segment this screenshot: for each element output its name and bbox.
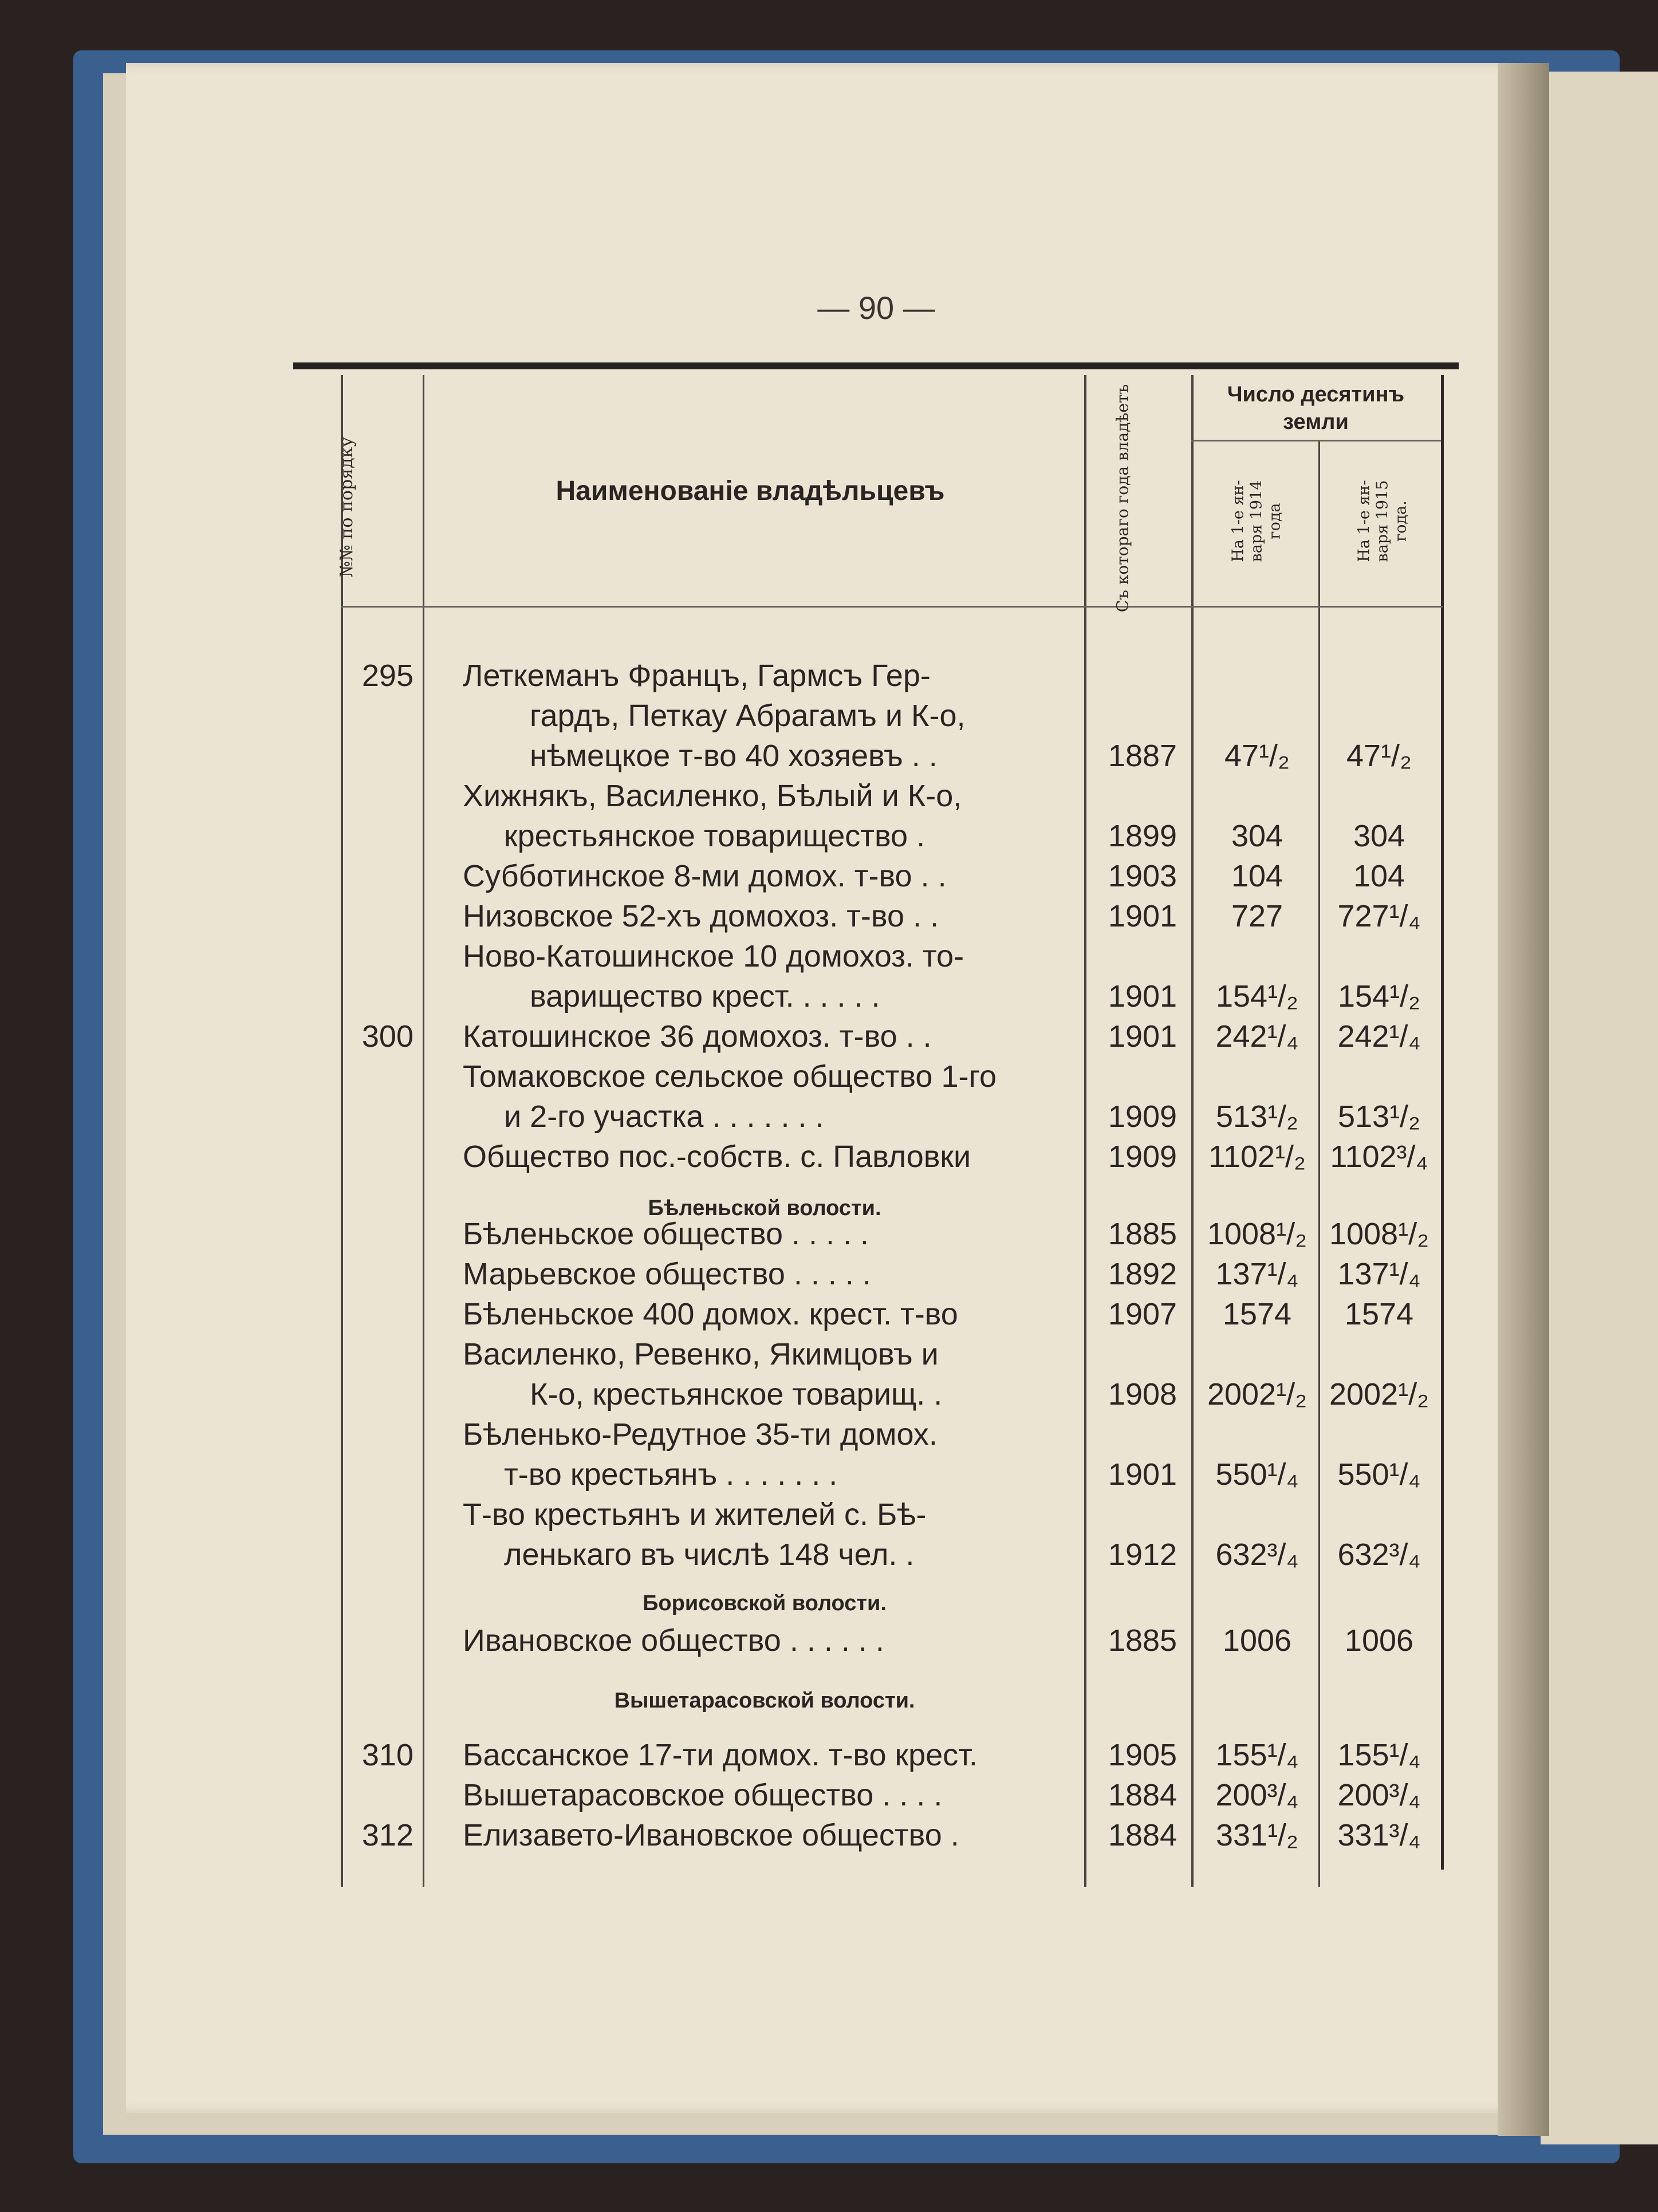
since-year: 1901 [1108, 979, 1177, 1014]
desyatin-1915: 155¹/₄ [1337, 1738, 1421, 1772]
owner-name: Бѣленьское 400 домох. крест. т-во [463, 1297, 958, 1331]
owner-name: Леткеманъ Францъ, Гармсъ Гер- [463, 659, 931, 693]
table-row [0, 1620, 1658, 1661]
desyatin-1914: 200³/₄ [1215, 1778, 1299, 1812]
table-row-cont [0, 976, 1658, 1016]
owner-name: Томаковское сельское общество 1-го [463, 1059, 997, 1094]
since-year: 1899 [1108, 819, 1177, 853]
since-year: 1885 [1108, 1623, 1177, 1658]
table-row-cont [0, 1535, 1658, 1575]
owner-name: Бѣленьское общество . . . . . [463, 1217, 869, 1251]
table-row [0, 1414, 1658, 1454]
table-top-rule [293, 362, 1459, 369]
since-year: 1887 [1108, 739, 1177, 773]
desyatin-1915: 200³/₄ [1337, 1778, 1421, 1812]
owner-name: К-о, крестьянское товарищ. . [530, 1377, 943, 1411]
owner-name: т-во крестьянъ . . . . . . . [504, 1457, 838, 1492]
desyatin-1914: 304 [1231, 819, 1283, 853]
section-title-vyshetarasovskaya: Вышетарасовской волости. [614, 1689, 915, 1713]
desyatin-1914: 550¹/₄ [1215, 1457, 1299, 1492]
since-year: 1908 [1108, 1377, 1177, 1411]
owner-name: Общество пос.-собств. с. Павловки [463, 1139, 971, 1174]
since-year: 1907 [1108, 1297, 1177, 1331]
desyatin-1914: 632³/₄ [1215, 1537, 1299, 1572]
owner-name: Василенко, Ревенко, Якимцовъ и [463, 1337, 939, 1371]
desyatin-1915: 1008¹/₂ [1329, 1217, 1429, 1251]
since-year: 1892 [1108, 1257, 1177, 1291]
table-row-cont [0, 816, 1658, 856]
desyatin-1914: 1574 [1222, 1297, 1292, 1331]
owner-name: варищество крест. . . . . . [530, 979, 880, 1014]
section-title-belenskaya: Бѣленьской волости. [648, 1196, 881, 1220]
owner-name: Ивановское общество . . . . . . [463, 1623, 884, 1658]
table-row [0, 936, 1658, 976]
desyatin-1915: 632³/₄ [1337, 1537, 1421, 1572]
owner-name: крестьянское товарищество . [504, 819, 926, 853]
desyatin-1914: 137¹/₄ [1215, 1257, 1299, 1291]
desyatin-1914: 727 [1231, 899, 1283, 933]
desyatin-1915: 513¹/₂ [1337, 1099, 1421, 1134]
table-row [0, 776, 1658, 816]
desyatin-1914: 155¹/₄ [1215, 1738, 1299, 1772]
since-year: 1905 [1108, 1738, 1177, 1772]
owner-name: Марьевское общество . . . . . [463, 1257, 871, 1291]
owner-name: Хижнякъ, Василенко, Бѣлый и К-о, [463, 779, 962, 813]
table-row [0, 656, 1658, 696]
since-year: 1901 [1108, 1457, 1177, 1492]
owner-name: Бѣленько-Редутное 35-ти домох. [463, 1417, 938, 1452]
desyatin-1915: 104 [1353, 859, 1405, 893]
since-year: 1909 [1108, 1099, 1177, 1134]
owner-name: Катошинское 36 домохоз. т-во . . [463, 1019, 932, 1054]
table-row [0, 1735, 1658, 1775]
owner-name: нѣмецкое т-во 40 хозяевъ . . [530, 739, 938, 773]
owner-name: гардъ, Петкау Абрагамъ и К-о, [530, 699, 966, 733]
section-title-borisovskaya: Борисовской волости. [643, 1591, 887, 1615]
desyatin-1915: 47¹/₂ [1346, 739, 1412, 773]
table-row [0, 1016, 1658, 1056]
owner-name: Бассанское 17-ти домох. т-во крест. [463, 1738, 978, 1772]
page-number: — 90 — [817, 290, 935, 326]
header-desyatin-group: Число десятинъ земли [1227, 383, 1405, 434]
since-year: 1912 [1108, 1537, 1177, 1572]
desyatin-1915: 1102³/₄ [1330, 1139, 1428, 1174]
table-row-cont [0, 1374, 1658, 1414]
table-row [0, 1775, 1658, 1815]
desyatin-1915: 550¹/₄ [1337, 1457, 1421, 1492]
table-row [0, 1214, 1658, 1254]
table-row [0, 1495, 1658, 1535]
desyatin-1915: 2002¹/₂ [1329, 1377, 1429, 1411]
header-number: №№ по порядку [336, 436, 357, 577]
owner-name: и 2-го участка . . . . . . . [504, 1099, 824, 1134]
row-number: 312 [361, 1818, 413, 1852]
row-number: 300 [361, 1019, 413, 1054]
desyatin-1914: 1006 [1222, 1623, 1292, 1658]
desyatin-1915: 727¹/₄ [1337, 899, 1421, 933]
table-row [0, 856, 1658, 896]
desyatin-1914: 104 [1231, 859, 1283, 893]
table-row [0, 1137, 1658, 1177]
owner-name: ленькаго въ числѣ 148 чел. . [504, 1537, 915, 1572]
owner-name: Низовское 52-хъ домохоз. т-во . . [463, 899, 939, 933]
owner-name: Вышетарасовское общество . . . . [463, 1778, 943, 1812]
desyatin-1915: 154¹/₂ [1337, 979, 1421, 1014]
table-row-cont [0, 736, 1658, 776]
table-row-cont [0, 696, 1658, 736]
row-number: 295 [361, 659, 413, 693]
since-year: 1901 [1108, 1019, 1177, 1054]
since-year: 1884 [1108, 1818, 1177, 1852]
header-since-year: Съ котораго года владѣетъ [1113, 384, 1132, 613]
desyatin-1915: 242¹/₄ [1337, 1019, 1421, 1054]
desyatin-1914: 47¹/₂ [1224, 739, 1290, 773]
desyatin-1914: 331¹/₂ [1215, 1818, 1299, 1852]
table-row [0, 1294, 1658, 1334]
row-number: 310 [361, 1738, 413, 1772]
since-year: 1909 [1108, 1139, 1177, 1174]
desyatin-1914: 1008¹/₂ [1207, 1217, 1308, 1251]
owner-name: Ново-Катошинское 10 домохоз. то- [463, 939, 964, 973]
owner-name: Т-во крестьянъ и жителей с. Бѣ- [463, 1497, 927, 1532]
desyatin-1914: 513¹/₂ [1215, 1099, 1299, 1134]
desyatin-1915: 331³/₄ [1337, 1818, 1421, 1852]
since-year: 1901 [1108, 899, 1177, 933]
table-row-cont [0, 1454, 1658, 1495]
desyatin-1915: 304 [1353, 819, 1405, 853]
table-row [0, 1056, 1658, 1097]
table-row [0, 1254, 1658, 1294]
header-owner-name: Наименованіе владѣльцевъ [556, 476, 945, 506]
table-row [0, 1334, 1658, 1374]
header-1915: На 1-е ян- варя 1915 года. [1356, 480, 1410, 562]
table-row [0, 896, 1658, 936]
desyatin-1914: 1102¹/₂ [1208, 1139, 1306, 1174]
since-year: 1885 [1108, 1217, 1177, 1251]
header-1914: На 1-е ян- варя 1914 года [1230, 480, 1284, 562]
owner-name: Елизавето-Ивановское общество . [463, 1818, 959, 1852]
desyatin-1915: 1574 [1344, 1297, 1414, 1331]
owner-name: Субботинское 8-ми домох. т-во . . [463, 859, 947, 893]
desyatin-1915: 1006 [1344, 1623, 1414, 1658]
desyatin-1914: 154¹/₂ [1215, 979, 1299, 1014]
table-row-cont [0, 1097, 1658, 1137]
header-bottom-rule [341, 606, 1443, 608]
since-year: 1903 [1108, 859, 1177, 893]
desyatin-1915: 137¹/₄ [1337, 1257, 1421, 1291]
desyatin-1914: 242¹/₄ [1215, 1019, 1299, 1054]
desyatin-1914: 2002¹/₂ [1207, 1377, 1308, 1411]
since-year: 1884 [1108, 1778, 1177, 1812]
table-row [0, 1815, 1658, 1855]
